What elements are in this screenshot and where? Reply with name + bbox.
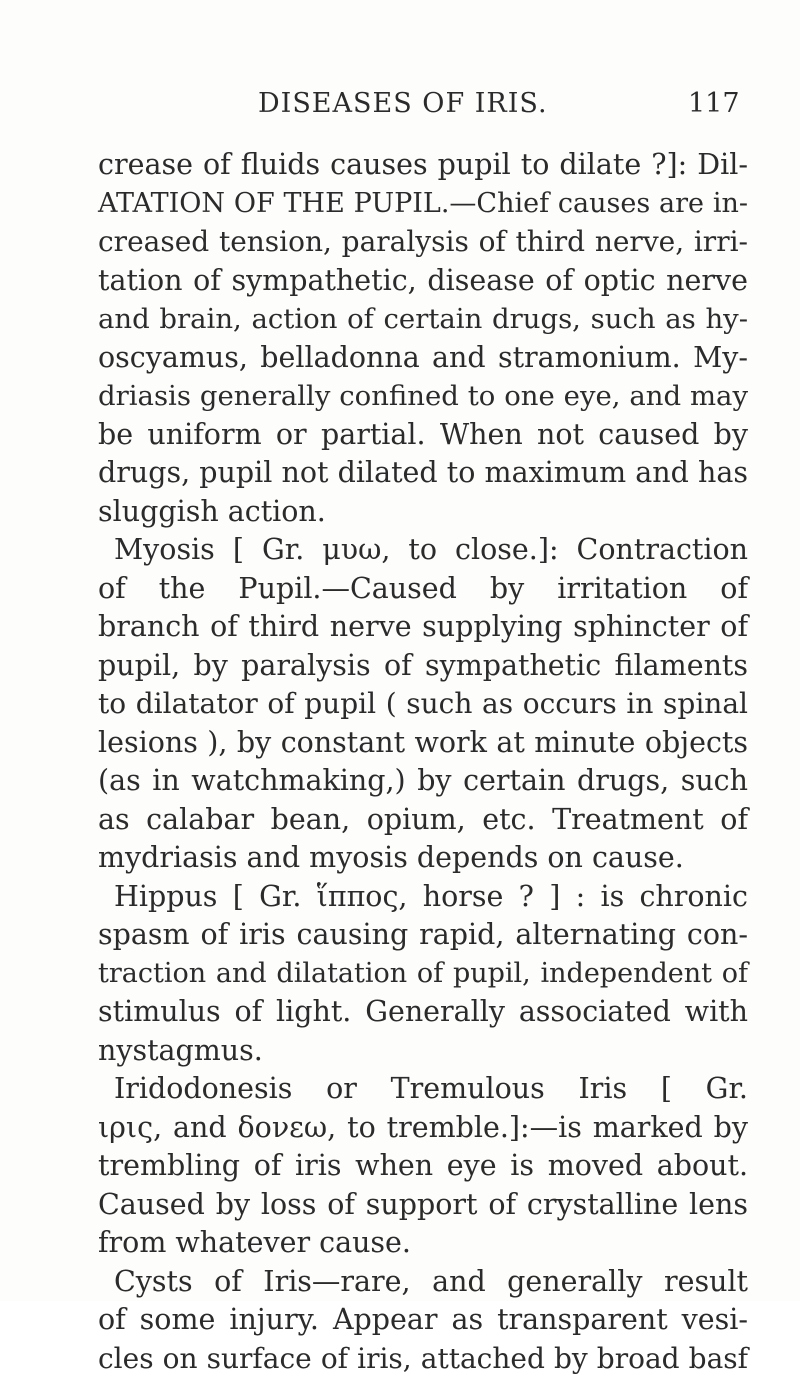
text-line: lesions ), by constant work at minute objects <box>98 724 748 763</box>
text-line: (as in watchmaking,) by certain drugs, such <box>98 762 748 801</box>
page-number: 117 <box>688 88 740 119</box>
text-line: to dilatator of pupil ( such as occurs in spinal <box>98 685 748 724</box>
text-line: from whatever cause. <box>98 1224 748 1263</box>
text-line: trembling of iris when eye is moved about. <box>98 1147 748 1186</box>
text-line: Cysts of Iris—rare, and generally result <box>98 1263 748 1302</box>
text-line: tation of sympathetic, disease of optic nerve <box>98 262 748 301</box>
text-line: Caused by loss of support of crystalline lens <box>98 1186 748 1225</box>
text-line: Iridodonesis or Tremulous Iris [ Gr. <box>98 1070 748 1109</box>
text-line: cles on surface of iris, attached by broad basf <box>98 1340 748 1378</box>
text-line: ιρις, and δονεω, to tremble.]:—is marked by <box>98 1109 748 1148</box>
text-line: and brain, action of certain drugs, such as hy- <box>98 300 748 339</box>
running-head <box>0 88 800 128</box>
text-line: as calabar bean, opium, etc. Treatment of <box>98 801 748 840</box>
text-line: driasis generally confined to one eye, and may <box>98 377 748 416</box>
text-line: drugs, pupil not dilated to maximum and has <box>98 454 748 493</box>
text-line: traction and dilatation of pupil, independent of <box>98 955 748 994</box>
text-line: of some injury. Appear as transparent vesi- <box>98 1301 748 1340</box>
text-line: mydriasis and myosis depends on cause. <box>98 839 748 878</box>
text-line: branch of third nerve supplying sphincter of <box>98 608 748 647</box>
running-title: DISEASES OF IRIS. <box>258 88 548 119</box>
text-line: stimulus of light. Generally associated with <box>98 993 748 1032</box>
text-line: be uniform or partial. When not caused by <box>98 416 748 455</box>
text-line: Hippus [ Gr. ἵππος, horse ? ] : is chronic <box>98 878 748 917</box>
text-line: crease of fluids causes pupil to dilate ?]: Dil- <box>98 146 748 185</box>
text-line: Myosis [ Gr. μυω, to close.]: Contraction <box>98 531 748 570</box>
text-line: nystagmus. <box>98 1032 748 1071</box>
text-line: ATATION OF THE PUPIL.—Chief causes are in- <box>98 185 748 224</box>
text-line: spasm of iris causing rapid, alternating con- <box>98 916 748 955</box>
text-line: sluggish action. <box>98 493 748 532</box>
body-text <box>98 146 748 1378</box>
text-line: oscyamus, belladonna and stramonium. My- <box>98 339 748 378</box>
text-line: pupil, by paralysis of sympathetic filaments <box>98 647 748 686</box>
text-line: of the Pupil.—Caused by irritation of <box>98 570 748 609</box>
text-line: creased tension, paralysis of third nerve, irri- <box>98 223 748 262</box>
